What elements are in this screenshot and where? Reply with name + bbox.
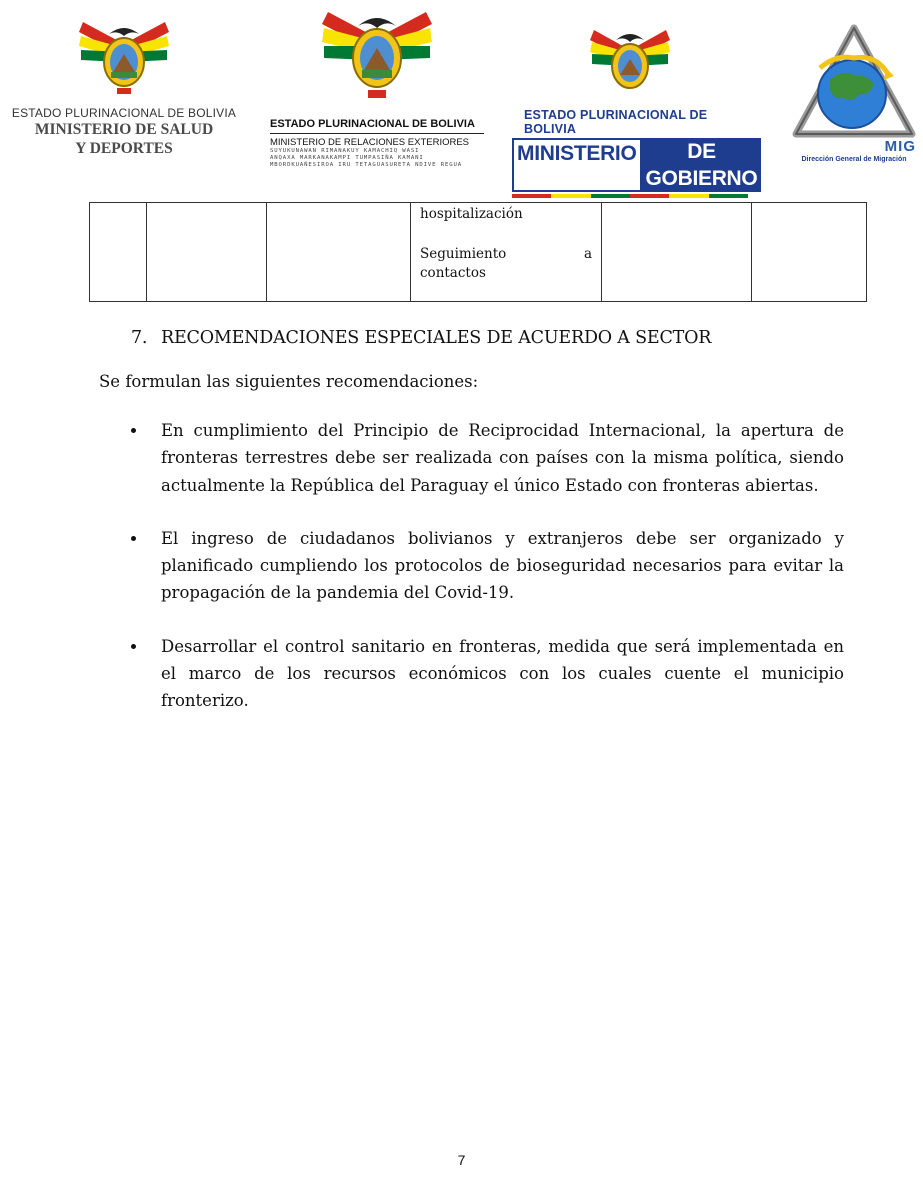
table-cell-text: Seguimiento (420, 245, 507, 262)
logo-mig-wordmark: MIG (884, 138, 916, 155)
coat-of-arms-icon (69, 14, 179, 106)
recommendations-list (131, 417, 844, 741)
logo-ministerio-salud (8, 14, 240, 158)
logo-rree-aymara-text: ANQAXA MARKANAKAMPI TUMPASIÑA KAMANI (270, 155, 424, 161)
section-title: RECOMENDACIONES ESPECIALES DE ACUERDO A SECTOR (161, 328, 712, 348)
section-number: 7. (131, 328, 148, 348)
table-cell-text: contactos (420, 265, 486, 281)
logo-salud-ministry-text: MINISTERIO DE SALUD (34, 121, 214, 138)
table-cell (147, 203, 267, 301)
logo-gob-de-gobierno-text: DE GOBIERNO (642, 138, 762, 192)
logo-rree-state-text: ESTADO PLURINACIONAL DE BOLIVIA (270, 118, 475, 130)
list-item-text: El ingreso de ciudadanos bolivianos y extranjeros debe ser organizado y planificado cumpliendo los protocolos de bioseguridad necesarios para evitar la propagación de la pandemia del Covid-19. (161, 528, 844, 603)
table-cell-actions (411, 203, 602, 301)
table-cell (602, 203, 752, 301)
bullet-icon (131, 644, 136, 649)
table-cell (90, 203, 147, 301)
bullet-icon (131, 536, 136, 541)
logo-gob-state-text: ESTADO PLURINACIONAL DE BOLIVIA (524, 108, 708, 136)
coat-of-arms-icon (312, 2, 442, 112)
list-item-text: En cumplimiento del Principio de Reciprocidad Internacional, la apertura de fronteras terrestres debe ser realizada con países con la misma política, siendo actualmente la República del Paraguay el único Estado con fronteras abiertas. (161, 421, 844, 495)
logo-rree-guarani-text: MBORDKUAÑESIROA IRU TETAGUASURETA NDIVE REGUA (270, 162, 463, 168)
list-item (131, 633, 844, 715)
section-intro: Se formulan las siguientes recomendaciones: (99, 372, 479, 391)
table-continuation (89, 202, 867, 302)
logo-gob-ministerio-text: MINISTERIO (512, 138, 642, 192)
page-number: 7 (457, 1152, 466, 1168)
list-item (131, 417, 844, 499)
logo-salud-deportes-text: Y DEPORTES (75, 140, 173, 157)
list-item (131, 525, 844, 607)
logo-rree-ministry-text: MINISTERIO DE RELACIONES EXTERIORES (270, 137, 470, 148)
logo-gob-ministry-wordmark (512, 138, 758, 192)
logo-ministerio-gobierno (512, 22, 758, 198)
globe-triangle-icon (790, 24, 918, 142)
logo-ministerio-relaciones-exteriores (270, 2, 484, 169)
table-cell-justified-line (420, 245, 592, 265)
logo-direccion-migracion (788, 24, 920, 163)
logo-mig-caption: Dirección General de Migración (801, 156, 907, 163)
logo-gob-flag-stripe (512, 194, 748, 198)
table-cell-text: a (583, 245, 592, 262)
section-heading (131, 328, 711, 348)
logo-rree-quechua-text: SUYUKUNAWAN RIMANAKUY KAMACHIQ WASI (270, 148, 420, 154)
table-cell (752, 203, 866, 301)
coat-of-arms-icon (582, 22, 678, 104)
logo-rree-divider (270, 133, 484, 134)
bullet-icon (131, 428, 136, 433)
list-item-text: Desarrollar el control sanitario en fronteras, medida que será implementada en el marco de los recursos económicos con los cuales cuente el municipio fronterizo. (161, 636, 844, 711)
table-cell (267, 203, 411, 301)
logo-salud-state-text: ESTADO PLURINACIONAL DE BOLIVIA (11, 106, 237, 120)
table-cell-text: hospitalización (420, 206, 523, 222)
